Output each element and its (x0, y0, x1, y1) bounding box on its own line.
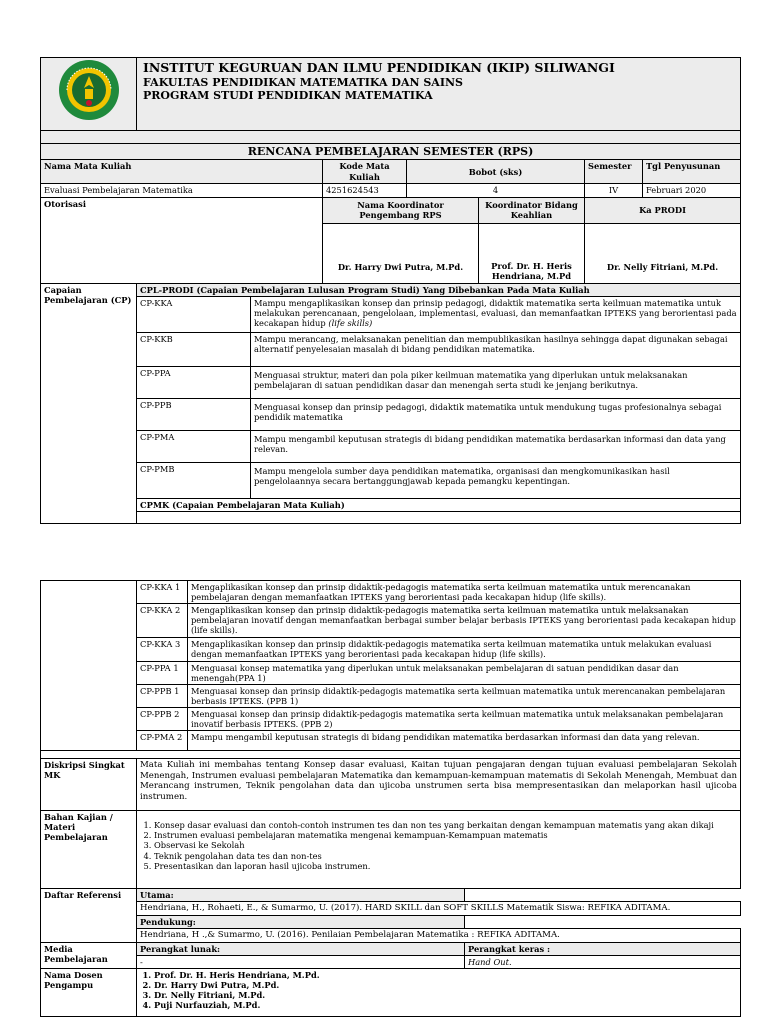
cpmk-text: Mengaplikasikan konsep dan prinsip didaktik-pedagogis matematika serta keilmuan matematika untuk melaksanakan pembelajaran inovatif dengan memanfaatkan berbagai sumber belajar berbasis IPTEKS yang berorientasi pada kecakapan hidup (life skills). (188, 604, 741, 637)
list-item: 5. Presentasikan dan laporan hasil ujicoba instrumen. (154, 861, 737, 871)
page-two (0, 578, 768, 1024)
list-item: 1. Prof. Dr. H. Heris Hendriana, M.Pd. (154, 970, 737, 980)
course-name: Evaluasi Pembelajaran Matematika (41, 184, 323, 197)
references-main-label: Utama: (137, 889, 465, 902)
course-semester: IV (585, 184, 643, 197)
coord-rps-label: Nama Koordinator Pengembang RPS (323, 197, 479, 223)
cpmk-code: CP-PPA 1 (137, 661, 188, 684)
coord-field-name: Prof. Dr. H. Heris Hendriana, M.Pd (479, 223, 585, 283)
cp-text: Mampu mengambil keputusan strategis di bidang pendidikan matematika berdasarkan informasi dan data yang relevan. (251, 430, 741, 462)
cp-text: Mampu mengelola sumber daya pendidikan matematika, organisasi dan mengkomunikasikan hasil pengelolaannya secara bertanggungjawab kepada pemangku kepentingan. (251, 462, 741, 498)
cpmk-title: CPMK (Capaian Pembelajaran Mata Kuliah) (137, 498, 741, 511)
cpmk-text: Menguasai konsep dan prinsip didaktik-pedagogis matematika serta keilmuan matematika untuk melaksanakan pembelajaran inovatif berbasis IPTEKS. (PPB 2) (188, 707, 741, 730)
references-label: Daftar Referensi (41, 889, 137, 943)
materials-list (140, 820, 737, 871)
rps-header-table (40, 57, 741, 524)
course-credit: 4 (407, 184, 585, 197)
materials-label: Bahan Kajian / Materi Pembelajaran (41, 811, 137, 889)
code-label: Kode Mata Kuliah (323, 160, 407, 184)
program-name: PROGRAM STUDI PENDIDIKAN MATEMATIKA (143, 89, 433, 103)
rps-detail-table (40, 580, 741, 1017)
cpmk-code: CP-PPB 1 (137, 684, 188, 707)
lecturers-label: Nama Dosen Pengampu (41, 969, 137, 1017)
list-item: 4. Teknik pengolahan data tes dan non-tes (154, 851, 737, 861)
cp-code: CP-KKB (137, 332, 251, 366)
list-item: 3. Observasi ke Sekolah (154, 840, 737, 850)
reference-main: Hendriana, H., Rohaeti, E., & Sumarmo, U. (2017). HARD SKILL dan SOFT SKILLS Matematik Siswa: REFIKA ADITAMA. (137, 902, 741, 916)
software-value: - (137, 956, 465, 969)
cpmk-code: CP-PMA 2 (137, 731, 188, 751)
software-label: Perangkat lunak: (137, 942, 465, 955)
head-name: Dr. Nelly Fitriani, M.Pd. (585, 223, 741, 283)
list-item: 2. Instrumen evaluasi pembelajaran matematika mengenai kemampuan-Kemampuan matematis (154, 830, 737, 840)
cpmk-text: Mengaplikasikan konsep dan prinsip didaktik-pedagogis matematika serta keilmuan matematika untuk merencanakan pembelajaran dengan memanfaatkan IPTEKS yang berorientasi pada kecakapan hidup (life skills). (188, 581, 741, 604)
cpl-title: CPL-PRODI (Capaian Pembelajaran Lulusan Program Studi) Yang Dibebankan Pada Mata Kuliah (137, 283, 741, 296)
cp-code: CP-PPA (137, 366, 251, 398)
authorization-label: Otorisasi (41, 197, 323, 283)
cpmk-text: Menguasai konsep matematika yang diperlukan untuk melaksanakan pembelajaran di satuan pendidikan dasar dan menengah(PPA 1) (188, 661, 741, 684)
cpmk-code: CP-KKA 2 (137, 604, 188, 637)
cpmk-text: Menguasai konsep dan prinsip didaktik-pedagogis matematika serta keilmuan matematika untuk merencanakan pembelajaran berbasis IPTEKS. (PPB 1) (188, 684, 741, 707)
cpmk-text: Mampu mengambil keputusan strategis di bidang pendidikan matematika berdasarkan informasi dan data yang relevan. (188, 731, 741, 751)
list-item: 2. Dr. Harry Dwi Putra, M.Pd. (154, 980, 737, 990)
coord-field-label: Koordinator Bidang Keahlian (479, 197, 585, 223)
references-support-label: Pendukung: (137, 916, 465, 929)
list-item: 4. Puji Nurfauziah, M.Pd. (154, 1000, 737, 1010)
institute-name: INSTITUT KEGURUAN DAN ILMU PENDIDIKAN (IKIP) SILIWANGI (143, 60, 615, 75)
list-item: 1. Konsep dasar evaluasi dan contoh-contoh instrumen tes dan non tes yang berkaitan dengan kemampuan matematis yang akan dikaji (154, 820, 737, 830)
coord-rps-name: Dr. Harry Dwi Putra, M.Pd. (323, 223, 479, 283)
course-code: 4251624543 (323, 184, 407, 197)
cpmk-code: CP-KKA 3 (137, 637, 188, 661)
credit-label: Bobot (sks) (407, 160, 585, 184)
cp-code: CP-PPB (137, 398, 251, 430)
logo-cell (41, 58, 137, 131)
hardware-value: Hand Out. (468, 957, 512, 968)
cpmk-code: CP-PPB 2 (137, 707, 188, 730)
description-label: Diskripsi Singkat MK (41, 759, 137, 811)
cp-text: Mampu merancang, melaksanakan penelitian dan mempublikasikan hasilnya sehingga dapat digunakan sebagai alternatif penyelesaian masalah di bidang pendidikan matematika. (251, 332, 741, 366)
head-label: Ka PRODI (585, 197, 741, 223)
media-label: Media Pembelajaran (41, 942, 137, 968)
course-name-label: Nama Mata Kuliah (41, 160, 323, 184)
semester-label: Semester (585, 160, 643, 184)
lecturers-list (140, 970, 737, 1010)
cp-text: Menguasai struktur, materi dan pola piker keilmuan matematika yang diperlukan untuk melaksanakan pembelajaran di satuan pendidikan dasar dan menengah serta studi ke jenjang berikutnya. (251, 366, 741, 398)
cp-label: Capaian Pembelajaran (CP) (41, 283, 137, 523)
list-item: 3. Dr. Nelly Fitriani, M.Pd. (154, 990, 737, 1000)
date-label: Tgl Penyusunan (643, 160, 741, 184)
cpmk-text: Mengaplikasikan konsep dan prinsip didaktik-pedagogis matematika serta keilmuan matematika untuk melakukan evaluasi dengan memanfaatkan IPTEKS yang berorientasi pada kecakapan hidup (life skills). (188, 637, 741, 661)
ikip-siliwangi-logo (58, 59, 120, 121)
cp-text-tail: (life skills) (328, 317, 373, 328)
cp-code: CP-PMB (137, 462, 251, 498)
cp-text: Menguasai konsep dan prinsip pedagogi, didaktik matematika untuk mendukung tugas profesionalnya sebagai pendidik matematika (251, 398, 741, 430)
cp-code: CP-PMA (137, 430, 251, 462)
cp-code: CP-KKA (137, 296, 251, 332)
reference-support: Hendriana, H .,& Sumarmo, U. (2016). Penilaian Pembelajaran Matematika : REFIKA ADITAMA. (137, 929, 741, 942)
course-date: Februari 2020 (643, 184, 741, 197)
hardware-label: Perangkat keras : (465, 942, 741, 955)
document-title: RENCANA PEMBELAJARAN SEMESTER (RPS) (41, 144, 741, 160)
faculty-name: FAKULTAS PENDIDIKAN MATEMATIKA DAN SAINS (143, 75, 463, 89)
cp-text: Mampu mengaplikasikan konsep dan prinsip pedagogi, didaktik matematika serta keilmuan matematika untuk melakukan perencanaan, pengelolaan, implementasi, evaluasi, dan memanfaatkan IPTEKS yang berorientasi pada kecakapan hidup (254, 297, 737, 328)
cpmk-code: CP-KKA 1 (137, 581, 188, 604)
description-text: Mata Kuliah ini membahas tentang Konsep dasar evaluasi, Kaitan tujuan pengajaran dengan tujuan evaluasi pembelajaran Sekolah Menengah, Instrumen evaluasi pembelajaran Matematika dan kemampuan-kemampuan matematis di Sekolah Menengah, Membuat dan Merancang instrumen, Teknik pengolahan data dan ujicoba unstrumen serta bisa mempresentasikan dan melaporkan hasil ujicoba instrumen. (137, 759, 741, 811)
